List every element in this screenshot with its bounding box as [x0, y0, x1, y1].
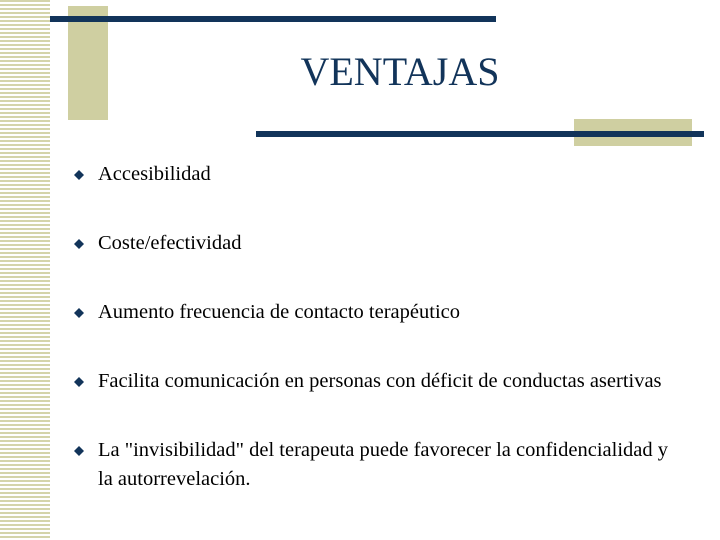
bullet-list [74, 160, 684, 494]
top-left-accent-block [68, 6, 108, 120]
diamond-bullet-icon [74, 298, 98, 327]
bullet-item [74, 367, 684, 396]
diamond-bullet-icon [74, 367, 98, 396]
bullet-item [74, 298, 684, 327]
bullet-text: Coste/efectividad [98, 232, 242, 254]
title-underline-bar [256, 131, 704, 137]
diamond-bullet-icon [74, 229, 98, 258]
bullet-item [74, 160, 684, 189]
bullet-item [74, 436, 684, 494]
bullet-text: Facilita comunicación en personas con déficit de conductas asertivas [98, 370, 662, 392]
diamond-bullet-icon [74, 160, 98, 189]
top-accent-bar [50, 16, 496, 22]
left-stripe-decoration [0, 0, 50, 540]
bullet-text: La "invisibilidad" del terapeuta puede favorecer la confidencialidad y la autorrevelación. [98, 439, 668, 490]
slide-title: VENTAJAS [300, 49, 500, 94]
bullet-item [74, 229, 684, 258]
diamond-bullet-icon [74, 436, 98, 465]
bullet-text: Aumento frecuencia de contacto terapéutico [98, 301, 460, 323]
bullet-text: Accesibilidad [98, 163, 211, 185]
